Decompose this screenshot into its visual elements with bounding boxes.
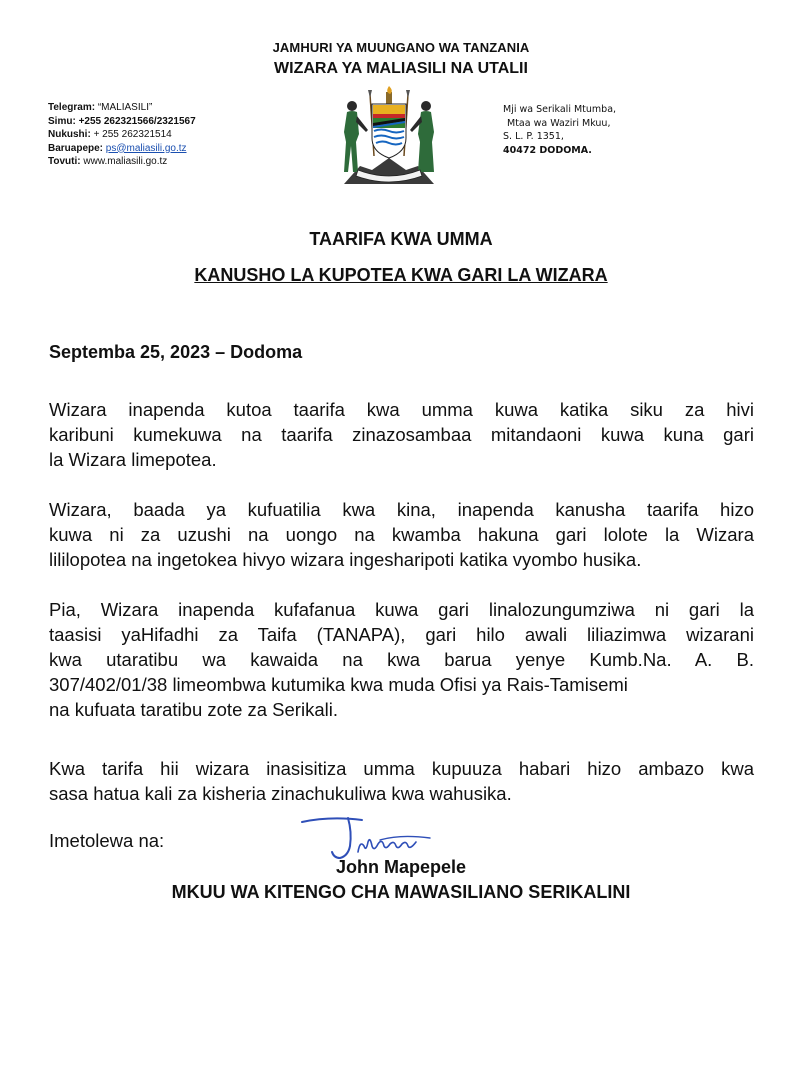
contact-label: Tovuti: — [48, 156, 81, 167]
contact-fax — [48, 128, 196, 142]
paragraph-line: lililopotea na ingetokea hivyo wizara ingesharipoti katika vyombo husika. — [49, 549, 642, 570]
paragraph-line: na kufuata taratibu zote za Serikali. — [49, 699, 338, 720]
contact-label: Telegram: — [48, 102, 96, 113]
contact-email — [48, 142, 196, 156]
paragraph-line: karibuni kumekuwa na taarifa zinazosambaa mitandaoni kuwa kuna gari — [49, 424, 754, 445]
document-title: TAARIFA KWA UMMA — [309, 229, 493, 249]
paragraph-line: Wizara, baada ya kufuatilia kwa kina, inapenda kanusha taarifa hizo — [49, 499, 754, 520]
contact-value: www.maliasili.go.tz — [83, 156, 168, 167]
contact-phone — [48, 115, 196, 129]
dateline: Septemba 25, 2023 – Dodoma — [49, 342, 303, 362]
paragraph-line: kuwa ni za uzushi na uongo na kwamba hakuna gari lolote la Wizara — [49, 524, 754, 545]
address-line: Mtaa wa Waziri Mkuu, — [507, 117, 611, 129]
paragraph-line: la Wizara limepotea. — [49, 449, 217, 470]
paragraph-line: 307/402/01/38 limeombwa kutumika kwa muda Ofisi ya Rais-Tamisemi — [49, 674, 628, 695]
paragraph-2 — [49, 497, 754, 572]
postal-address — [503, 103, 616, 157]
paragraph-line: Kwa tarifa hii wizara inasisitiza umma kupuuza habari hizo ambazo kwa — [49, 758, 754, 779]
paragraph-line: taasisi yaHifadhi za Taifa (TANAPA), gari hilo awali liliazimwa wizarani — [49, 624, 754, 645]
contact-label: Nukushi: — [48, 129, 91, 140]
contact-value: “MALIASILI” — [97, 102, 153, 113]
paragraph-line: kwa utaratibu wa kawaida na kwa barua yenye Kumb.Na. A. B. — [49, 649, 754, 670]
contact-label: Baruapepe: — [48, 142, 104, 154]
address-line: S. L. P. 1351, — [503, 131, 564, 142]
issued-by-label: Imetolewa na: — [49, 830, 165, 851]
paragraph-line: Pia, Wizara inapenda kufafanua kuwa gari linalozungumziwa ni gari la — [49, 599, 754, 620]
document-subtitle: KANUSHO LA KUPOTEA KWA GARI LA WIZARA — [194, 265, 608, 285]
ministry-name: WIZARA YA MALIASILI NA UTALII — [274, 60, 528, 77]
signer-title: MKUU WA KITENGO CHA MAWASILIANO SERIKALINI — [171, 882, 631, 902]
address-line: Mji wa Serikali Mtumba, — [503, 104, 617, 115]
paragraph-line: sasa hatua kali za kisheria zinachukuliwa kwa wahusika. — [49, 783, 512, 804]
country-name: JAMHURI YA MUUNGANO WA TANZANIA — [272, 40, 530, 55]
signer-name: John Mapepele — [335, 857, 467, 877]
paragraph-4 — [49, 756, 754, 806]
contact-telegram — [48, 101, 196, 115]
contact-website — [48, 155, 196, 169]
contact-label: Simu: — [48, 115, 76, 127]
paragraph-1 — [49, 397, 754, 472]
address-line: 40472 DODOMA. — [503, 144, 592, 156]
contact-details — [48, 101, 196, 169]
contact-value: +255 262321566/2321567 — [78, 115, 196, 127]
coat-of-arms-icon — [338, 86, 440, 186]
paragraph-3 — [49, 597, 754, 722]
email-link[interactable]: ps@maliasili.go.tz — [105, 142, 187, 154]
contact-value: + 255 262321514 — [93, 129, 172, 140]
paragraph-line: Wizara inapenda kutoa taarifa kwa umma kuwa katika siku za hivi — [49, 399, 754, 420]
